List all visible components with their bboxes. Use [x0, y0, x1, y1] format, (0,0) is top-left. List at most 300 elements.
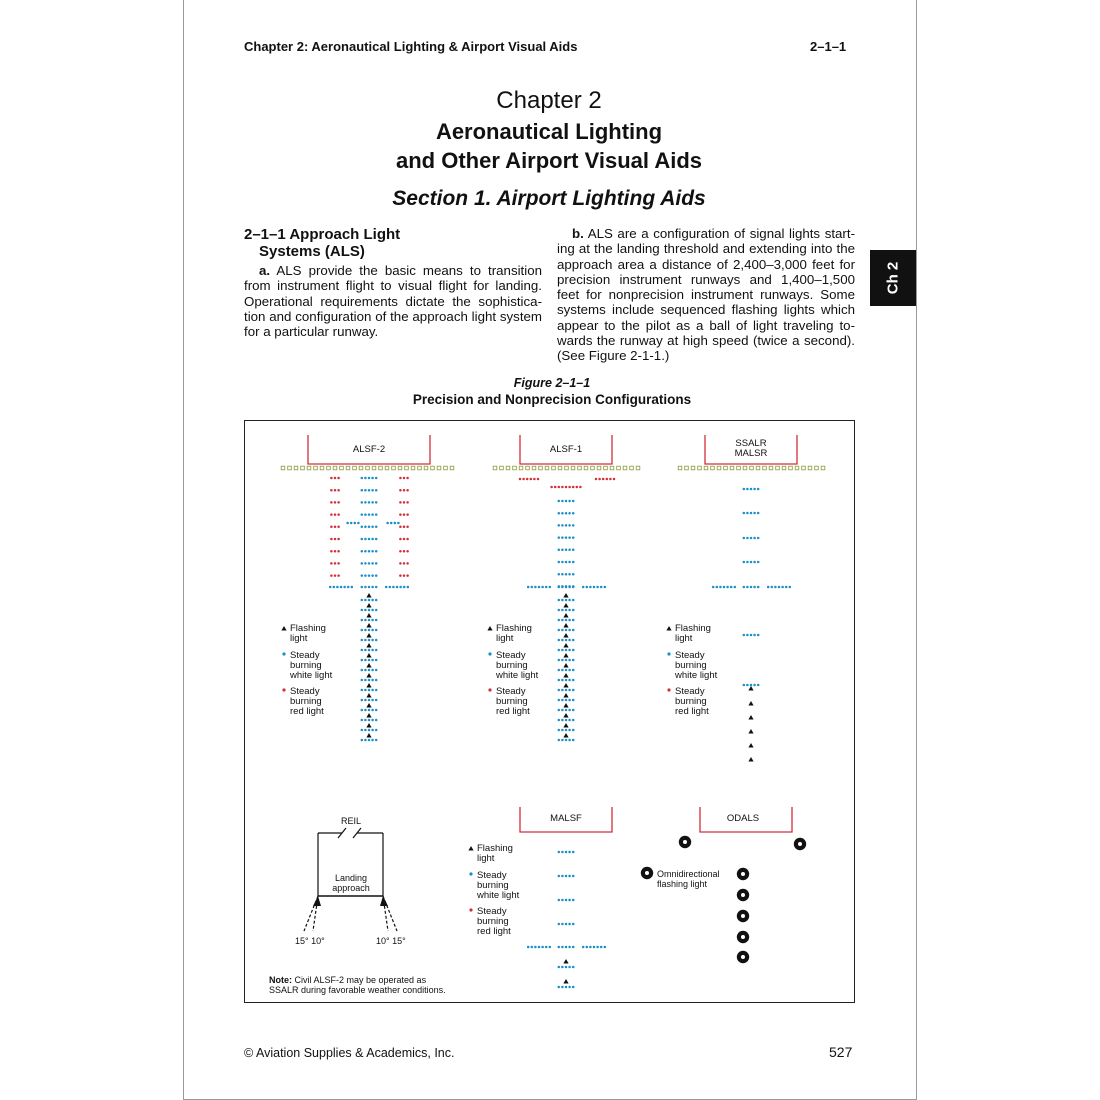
alsf1-flashing-light: [563, 693, 568, 698]
alsf2-centerline-light: [375, 639, 378, 642]
legend-ssalr-red-text: red light: [675, 706, 709, 717]
alsf1-crossbar-light: [572, 586, 575, 589]
odals-omni-light-center: [683, 840, 687, 844]
alsf2-centerline-light: [361, 709, 364, 712]
figure-drawing: [245, 421, 856, 1004]
malsf-centerline-light: [561, 986, 564, 989]
alsf2-centerline-light: [375, 659, 378, 662]
alsf2-centerline-light: [371, 659, 374, 662]
threshold-light: [678, 466, 682, 470]
chapter-label: Chapter 2: [496, 87, 602, 114]
malsf-crossbar-light: [604, 946, 607, 949]
alsf1-red-light: [561, 486, 564, 489]
alsf2-flashing-light: [366, 673, 371, 678]
alsf2-centerline-light: [371, 550, 374, 553]
alsf2-bar-light: [390, 522, 393, 525]
alsf2-left-red-light: [334, 526, 337, 529]
alsf2-flashing-light: [366, 713, 371, 718]
alsf1-flashing-light: [563, 593, 568, 598]
alsf1-crossbar-light: [600, 586, 603, 589]
alsf1-centerline-light: [572, 524, 575, 527]
legend-malsf-flashing-symbol: [468, 846, 473, 851]
alsf2-left-red-light: [334, 477, 337, 480]
alsf2-centerline-light: [375, 609, 378, 612]
alsf2-crossbar-light: [368, 586, 371, 589]
alsf1-crossbar-light: [538, 586, 541, 589]
alsf2-centerline-light: [361, 669, 364, 672]
malsf-centerline-light: [568, 899, 571, 902]
alsf1-centerline-light: [558, 536, 561, 539]
alsf1-crossbar-light: [586, 586, 589, 589]
odals-legend-line2: flashing light: [657, 879, 708, 889]
malsf-crossbar-light: [586, 946, 589, 949]
alsf2-centerline-light: [375, 669, 378, 672]
alsf2-centerline-light: [375, 526, 378, 529]
alsf2-right-red-light: [406, 489, 409, 492]
alsf2-centerline-light: [371, 639, 374, 642]
alsf1-centerline-light: [568, 536, 571, 539]
alsf2-centerline-light: [364, 501, 367, 504]
malsf-centerline-light: [565, 899, 568, 902]
alsf2-bar-light: [346, 522, 349, 525]
ssalr-crossbar-light: [719, 586, 722, 589]
threshold-light: [698, 466, 702, 470]
ssalr-centerline-light: [743, 561, 746, 564]
alsf2-left-red-light: [337, 550, 340, 553]
malsf-centerline-light: [568, 966, 571, 969]
alsf2-centerline-light: [375, 574, 378, 577]
threshold-light: [405, 466, 409, 470]
malsf-crossbar-light: [549, 946, 552, 949]
malsf-label: MALSF: [550, 813, 582, 824]
alsf1-centerline-light: [568, 599, 571, 602]
ssalr-crossbar-light: [726, 586, 729, 589]
malsf-centerline-light: [568, 875, 571, 878]
alsf1-flashing-light: [563, 713, 568, 718]
page-number: 527: [829, 1044, 853, 1060]
legend-malsf-red-text: burning: [477, 916, 509, 927]
legend-ssalr-flashing-text: Flashing: [675, 623, 711, 634]
malsf-centerline-light: [572, 851, 575, 854]
threshold-light: [398, 466, 402, 470]
alsf2-centerline-light: [361, 477, 364, 480]
alsf1-centerline-light: [572, 709, 575, 712]
alsf1-red-light: [522, 478, 525, 481]
alsf1-centerline-light: [565, 709, 568, 712]
alsf1-centerline-light: [558, 709, 561, 712]
alsf2-crossbar-light: [329, 586, 332, 589]
ssalr-crossbar-light: [771, 586, 774, 589]
ssalr-centerline-light: [746, 512, 749, 515]
alsf2-centerline-light: [364, 649, 367, 652]
alsf2-right-red-light: [399, 538, 402, 541]
alsf1-centerline-light: [565, 629, 568, 632]
alsf1-centerline-light: [572, 679, 575, 682]
alsf2-left-red-light: [330, 562, 333, 565]
threshold-light: [288, 466, 292, 470]
malsf-centerline-light: [568, 986, 571, 989]
threshold-light: [346, 466, 350, 470]
alsf2-centerline-light: [361, 550, 364, 553]
alsf2-left-red-light: [330, 574, 333, 577]
figure-note-line2: SSALR during favorable weather conditions.: [269, 985, 446, 995]
malsf-centerline-light: [558, 986, 561, 989]
alsf2-left-red-light: [334, 501, 337, 504]
alsf1-centerline-light: [572, 512, 575, 515]
malsf-centerline-light: [561, 966, 564, 969]
alsf2-right-red-light: [403, 513, 406, 516]
alsf1-crossbar-light: [534, 586, 537, 589]
malsf-centerline-light: [561, 899, 564, 902]
chapter-title-line2: and Other Airport Visual Aids: [395, 148, 702, 173]
legend-alsf1-white-text: burning: [496, 660, 528, 671]
malsf-centerline-light: [572, 875, 575, 878]
alsf2-left-red-light: [334, 550, 337, 553]
alsf2-centerline-light: [368, 719, 371, 722]
malsf-centerline-light: [565, 923, 568, 926]
alsf2-centerline-light: [368, 649, 371, 652]
ssalr-centerline-light: [750, 634, 753, 637]
threshold-light: [711, 466, 715, 470]
alsf1-centerline-light: [561, 573, 564, 576]
threshold-light: [307, 466, 311, 470]
alsf1-red-light: [609, 478, 612, 481]
alsf2-right-red-light: [399, 562, 402, 565]
alsf2-crossbar-light: [336, 586, 339, 589]
malsf-crossbar-light: [572, 946, 575, 949]
legend-alsf1-white-text: Steady: [496, 650, 526, 661]
note-label: Note:: [269, 975, 292, 985]
alsf2-centerline-light: [368, 574, 371, 577]
alsf1-centerline-light: [558, 619, 561, 622]
ssalr-crossbar-light: [753, 586, 756, 589]
alsf2-crossbar-light: [361, 586, 364, 589]
alsf2-centerline-light: [361, 489, 364, 492]
alsf2-right-red-light: [403, 574, 406, 577]
alsf2-centerline-light: [361, 513, 364, 516]
alsf2-centerline-light: [364, 669, 367, 672]
paragraph-heading: [244, 226, 542, 260]
alsf2-centerline-light: [361, 501, 364, 504]
malsf-crossbar-light: [596, 946, 599, 949]
odals-legend-line1: Omnidirectional: [657, 869, 720, 879]
alsf2-centerline-light: [361, 574, 364, 577]
alsf1-centerline-light: [561, 619, 564, 622]
malsf-crossbar-light: [589, 946, 592, 949]
threshold-light: [685, 466, 689, 470]
alsf2-left-red-light: [334, 538, 337, 541]
threshold-light: [513, 466, 517, 470]
alsf2-centerline-light: [368, 513, 371, 516]
alsf1-centerline-light: [565, 699, 568, 702]
alsf1-centerline-light: [565, 599, 568, 602]
threshold-light: [821, 466, 825, 470]
alsf1-red-light: [568, 486, 571, 489]
threshold-light: [737, 466, 741, 470]
alsf2-centerline-light: [375, 489, 378, 492]
alsf1-centerline-light: [572, 599, 575, 602]
alsf1-centerline-light: [568, 609, 571, 612]
alsf1-centerline-light: [558, 639, 561, 642]
alsf1-centerline-light: [561, 699, 564, 702]
malsf-centerline-light: [558, 875, 561, 878]
threshold-light: [623, 466, 627, 470]
threshold-light: [493, 466, 497, 470]
alsf1-flashing-light: [563, 633, 568, 638]
malsf-centerline-light: [568, 851, 571, 854]
alsf2-centerline-light: [361, 719, 364, 722]
alsf2-centerline-light: [364, 619, 367, 622]
alsf1-flashing-light: [563, 703, 568, 708]
alsf2-centerline-light: [371, 649, 374, 652]
alsf1-centerline-light: [558, 524, 561, 527]
threshold-light: [584, 466, 588, 470]
threshold-light: [500, 466, 504, 470]
alsf2-centerline-light: [361, 629, 364, 632]
alsf2-left-red-light: [330, 538, 333, 541]
alsf2-flashing-light: [366, 603, 371, 608]
alsf1-centerline-light: [572, 573, 575, 576]
threshold-light: [379, 466, 383, 470]
ssalr-centerline-light: [743, 634, 746, 637]
alsf2-centerline-light: [368, 709, 371, 712]
alsf1-centerline-light: [572, 669, 575, 672]
alsf2-centerline-light: [368, 639, 371, 642]
malsf-centerline-light: [565, 875, 568, 878]
alsf2-centerline-light: [368, 729, 371, 732]
malsf-centerline-light: [561, 875, 564, 878]
alsf2-centerline-light: [368, 619, 371, 622]
alsf2-flashing-light: [366, 633, 371, 638]
alsf1-crossbar-light: [545, 586, 548, 589]
alsf2-left-red-light: [337, 489, 340, 492]
alsf2-centerline-light: [364, 629, 367, 632]
malsf-crossbar-light: [593, 946, 596, 949]
threshold-light: [795, 466, 799, 470]
threshold-light: [340, 466, 344, 470]
legend-alsf1-red-text: red light: [496, 706, 530, 717]
alsf2-centerline-light: [371, 609, 374, 612]
alsf2-centerline-light: [375, 550, 378, 553]
alsf2-left-red-light: [330, 477, 333, 480]
alsf2-left-red-light: [337, 526, 340, 529]
alsf2-right-red-light: [406, 477, 409, 480]
legend-alsf2-white-text: burning: [290, 660, 322, 671]
malsr-centerline-light: [753, 684, 756, 687]
alsf1-centerline-light: [568, 669, 571, 672]
alsf1-centerline-light: [561, 609, 564, 612]
alsf1-red-light: [606, 478, 609, 481]
threshold-light: [333, 466, 337, 470]
malsf-crossbar-light: [561, 946, 564, 949]
ssalr-crossbar-light: [767, 586, 770, 589]
ssalr-crossbar-light: [734, 586, 737, 589]
ssalr-centerline-light: [750, 488, 753, 491]
ssalr-crossbar-light: [746, 586, 749, 589]
alsf2-centerline-light: [368, 526, 371, 529]
ssalr-centerline-light: [750, 537, 753, 540]
threshold-light: [808, 466, 812, 470]
ssalr-centerline-light: [743, 488, 746, 491]
alsf2-centerline-light: [371, 619, 374, 622]
alsf1-centerline-light: [565, 669, 568, 672]
threshold-light: [597, 466, 601, 470]
alsf1-centerline-light: [558, 729, 561, 732]
alsf2-centerline-light: [368, 629, 371, 632]
alsf1-centerline-light: [558, 609, 561, 612]
alsf2-centerline-light: [368, 599, 371, 602]
threshold-light: [756, 466, 760, 470]
alsf2-crossbar-light: [340, 586, 343, 589]
copyright: © Aviation Supplies & Academics, Inc.: [244, 1046, 455, 1060]
reil-label: REIL: [340, 816, 362, 826]
alsf2-flashing-light: [366, 703, 371, 708]
threshold-light: [372, 466, 376, 470]
alsf1-centerline-light: [572, 549, 575, 552]
alsf2-centerline-light: [375, 619, 378, 622]
ssalr-centerline-light: [753, 488, 756, 491]
alsf1-flashing-light: [563, 673, 568, 678]
alsf2-crossbar-light: [364, 586, 367, 589]
alsf2-centerline-light: [375, 679, 378, 682]
alsf2-left-red-light: [337, 562, 340, 565]
alsf2-centerline-light: [375, 709, 378, 712]
alsf1-centerline-light: [558, 669, 561, 672]
right-column: [557, 226, 855, 364]
ssalr-centerline-light: [757, 634, 760, 637]
alsf1-centerline-light: [568, 679, 571, 682]
config-brackets: [308, 435, 797, 832]
alsf2-right-red-light: [406, 574, 409, 577]
alsf1-centerline-light: [565, 639, 568, 642]
ssalr-centerline-light: [750, 561, 753, 564]
ssalr-centerline-light: [746, 488, 749, 491]
alsf2-centerline-light: [375, 649, 378, 652]
malsf-crossbar-light: [565, 946, 568, 949]
alsf2-crossbar-light: [347, 586, 350, 589]
ssalr-centerline-light: [743, 537, 746, 540]
alsf2-centerline-light: [368, 679, 371, 682]
ssalr-crossbar-light: [716, 586, 719, 589]
legend-malsf-white-text: white light: [477, 890, 520, 901]
alsf2-centerline-light: [375, 719, 378, 722]
alsf1-centerline-light: [558, 500, 561, 503]
alsf2-right-red-light: [403, 562, 406, 565]
alsf2-right-red-light: [399, 513, 402, 516]
malsf-centerline-light: [565, 851, 568, 854]
alsf1-centerline-light: [561, 524, 564, 527]
alsf2-centerline-light: [364, 659, 367, 662]
threshold-light: [776, 466, 780, 470]
alsf1-centerline-light: [558, 649, 561, 652]
alsf1-centerline-light: [558, 739, 561, 742]
alsf2-centerline-light: [364, 526, 367, 529]
alsf1-centerline-light: [572, 649, 575, 652]
alsf2-left-red-light: [330, 513, 333, 516]
alsf1-centerline-light: [568, 729, 571, 732]
alsf2-centerline-light: [375, 729, 378, 732]
ssalr-centerline-light: [757, 537, 760, 540]
threshold-light: [281, 466, 285, 470]
alsf2-centerline-light: [375, 477, 378, 480]
malsr-flashing-light: [748, 743, 753, 748]
legend-alsf1-white-symbol: [488, 652, 491, 655]
heading-line1: 2–1–1 Approach Light: [244, 226, 401, 243]
alsf2-centerline-light: [371, 739, 374, 742]
alsf2-centerline-light: [364, 550, 367, 553]
alsf1-red-light: [613, 478, 616, 481]
alsf2-centerline-light: [361, 619, 364, 622]
threshold-light: [789, 466, 793, 470]
legend-ssalr-red-symbol: [667, 688, 670, 691]
alsf1-centerline-light: [568, 549, 571, 552]
alsf2-centerline-light: [368, 659, 371, 662]
alsf2-right-red-light: [403, 489, 406, 492]
malsr-flashing-light: [748, 715, 753, 720]
alsf1-centerline-light: [565, 561, 568, 564]
alsf2-left-red-light: [330, 550, 333, 553]
figure-caption: Precision and Nonprecision Configurations: [412, 392, 692, 407]
alsf1-centerline-light: [558, 561, 561, 564]
alsf2-flashing-light: [366, 663, 371, 668]
alsf2-centerline-light: [368, 689, 371, 692]
legend-alsf2-red-text: burning: [290, 696, 322, 707]
alsf1-crossbar-light: [604, 586, 607, 589]
alsf1-red-light: [550, 486, 553, 489]
threshold-light: [724, 466, 728, 470]
malsf-centerline-light: [558, 966, 561, 969]
malsr-flashing-light: [748, 701, 753, 706]
ssalr-crossbar-light: [781, 586, 784, 589]
malsf-crossbar-light: [558, 946, 561, 949]
legend-malsf-white-text: burning: [477, 880, 509, 891]
threshold-light: [578, 466, 582, 470]
alsf2-centerline-light: [371, 513, 374, 516]
alsf2-right-red-light: [406, 526, 409, 529]
ssalr-crossbar-light: [757, 586, 760, 589]
alsf1-centerline-light: [565, 500, 568, 503]
running-head: Chapter 2: Aeronautical Lighting & Airport Visual Aids: [244, 39, 578, 54]
alsf1-centerline-light: [572, 536, 575, 539]
alsf2-centerline-light: [364, 699, 367, 702]
alsf2-centerline-light: [371, 574, 374, 577]
malsr-centerline-light: [743, 684, 746, 687]
alsf2-centerline-light: [368, 489, 371, 492]
note-text-1: Civil ALSF-2 may be operated as: [292, 975, 427, 985]
alsf2-centerline-light: [361, 639, 364, 642]
alsf1-centerline-light: [561, 659, 564, 662]
malsf-crossbar-light: [534, 946, 537, 949]
malsr-flashing-light: [748, 686, 753, 691]
alsf1-crossbar-light: [565, 586, 568, 589]
legend-ssalr-red-text: burning: [675, 696, 707, 707]
alsf1-centerline-light: [561, 536, 564, 539]
alsf1-centerline-light: [572, 729, 575, 732]
alsf2-centerline-light: [371, 679, 374, 682]
alsf1-flashing-light: [563, 733, 568, 738]
malsf-crossbar-light: [531, 946, 534, 949]
odals-label: ODALS: [726, 813, 760, 824]
alsf1-centerline-light: [568, 561, 571, 564]
alsf2-crossbar-light: [389, 586, 392, 589]
alsf1-centerline-light: [572, 699, 575, 702]
ssalr-centerline-light: [743, 512, 746, 515]
alsf2-centerline-light: [368, 501, 371, 504]
alsf2-centerline-light: [361, 689, 364, 692]
alsf2-crossbar-light: [385, 586, 388, 589]
alsf1-centerline-light: [568, 512, 571, 515]
ssalr-crossbar-light: [723, 586, 726, 589]
